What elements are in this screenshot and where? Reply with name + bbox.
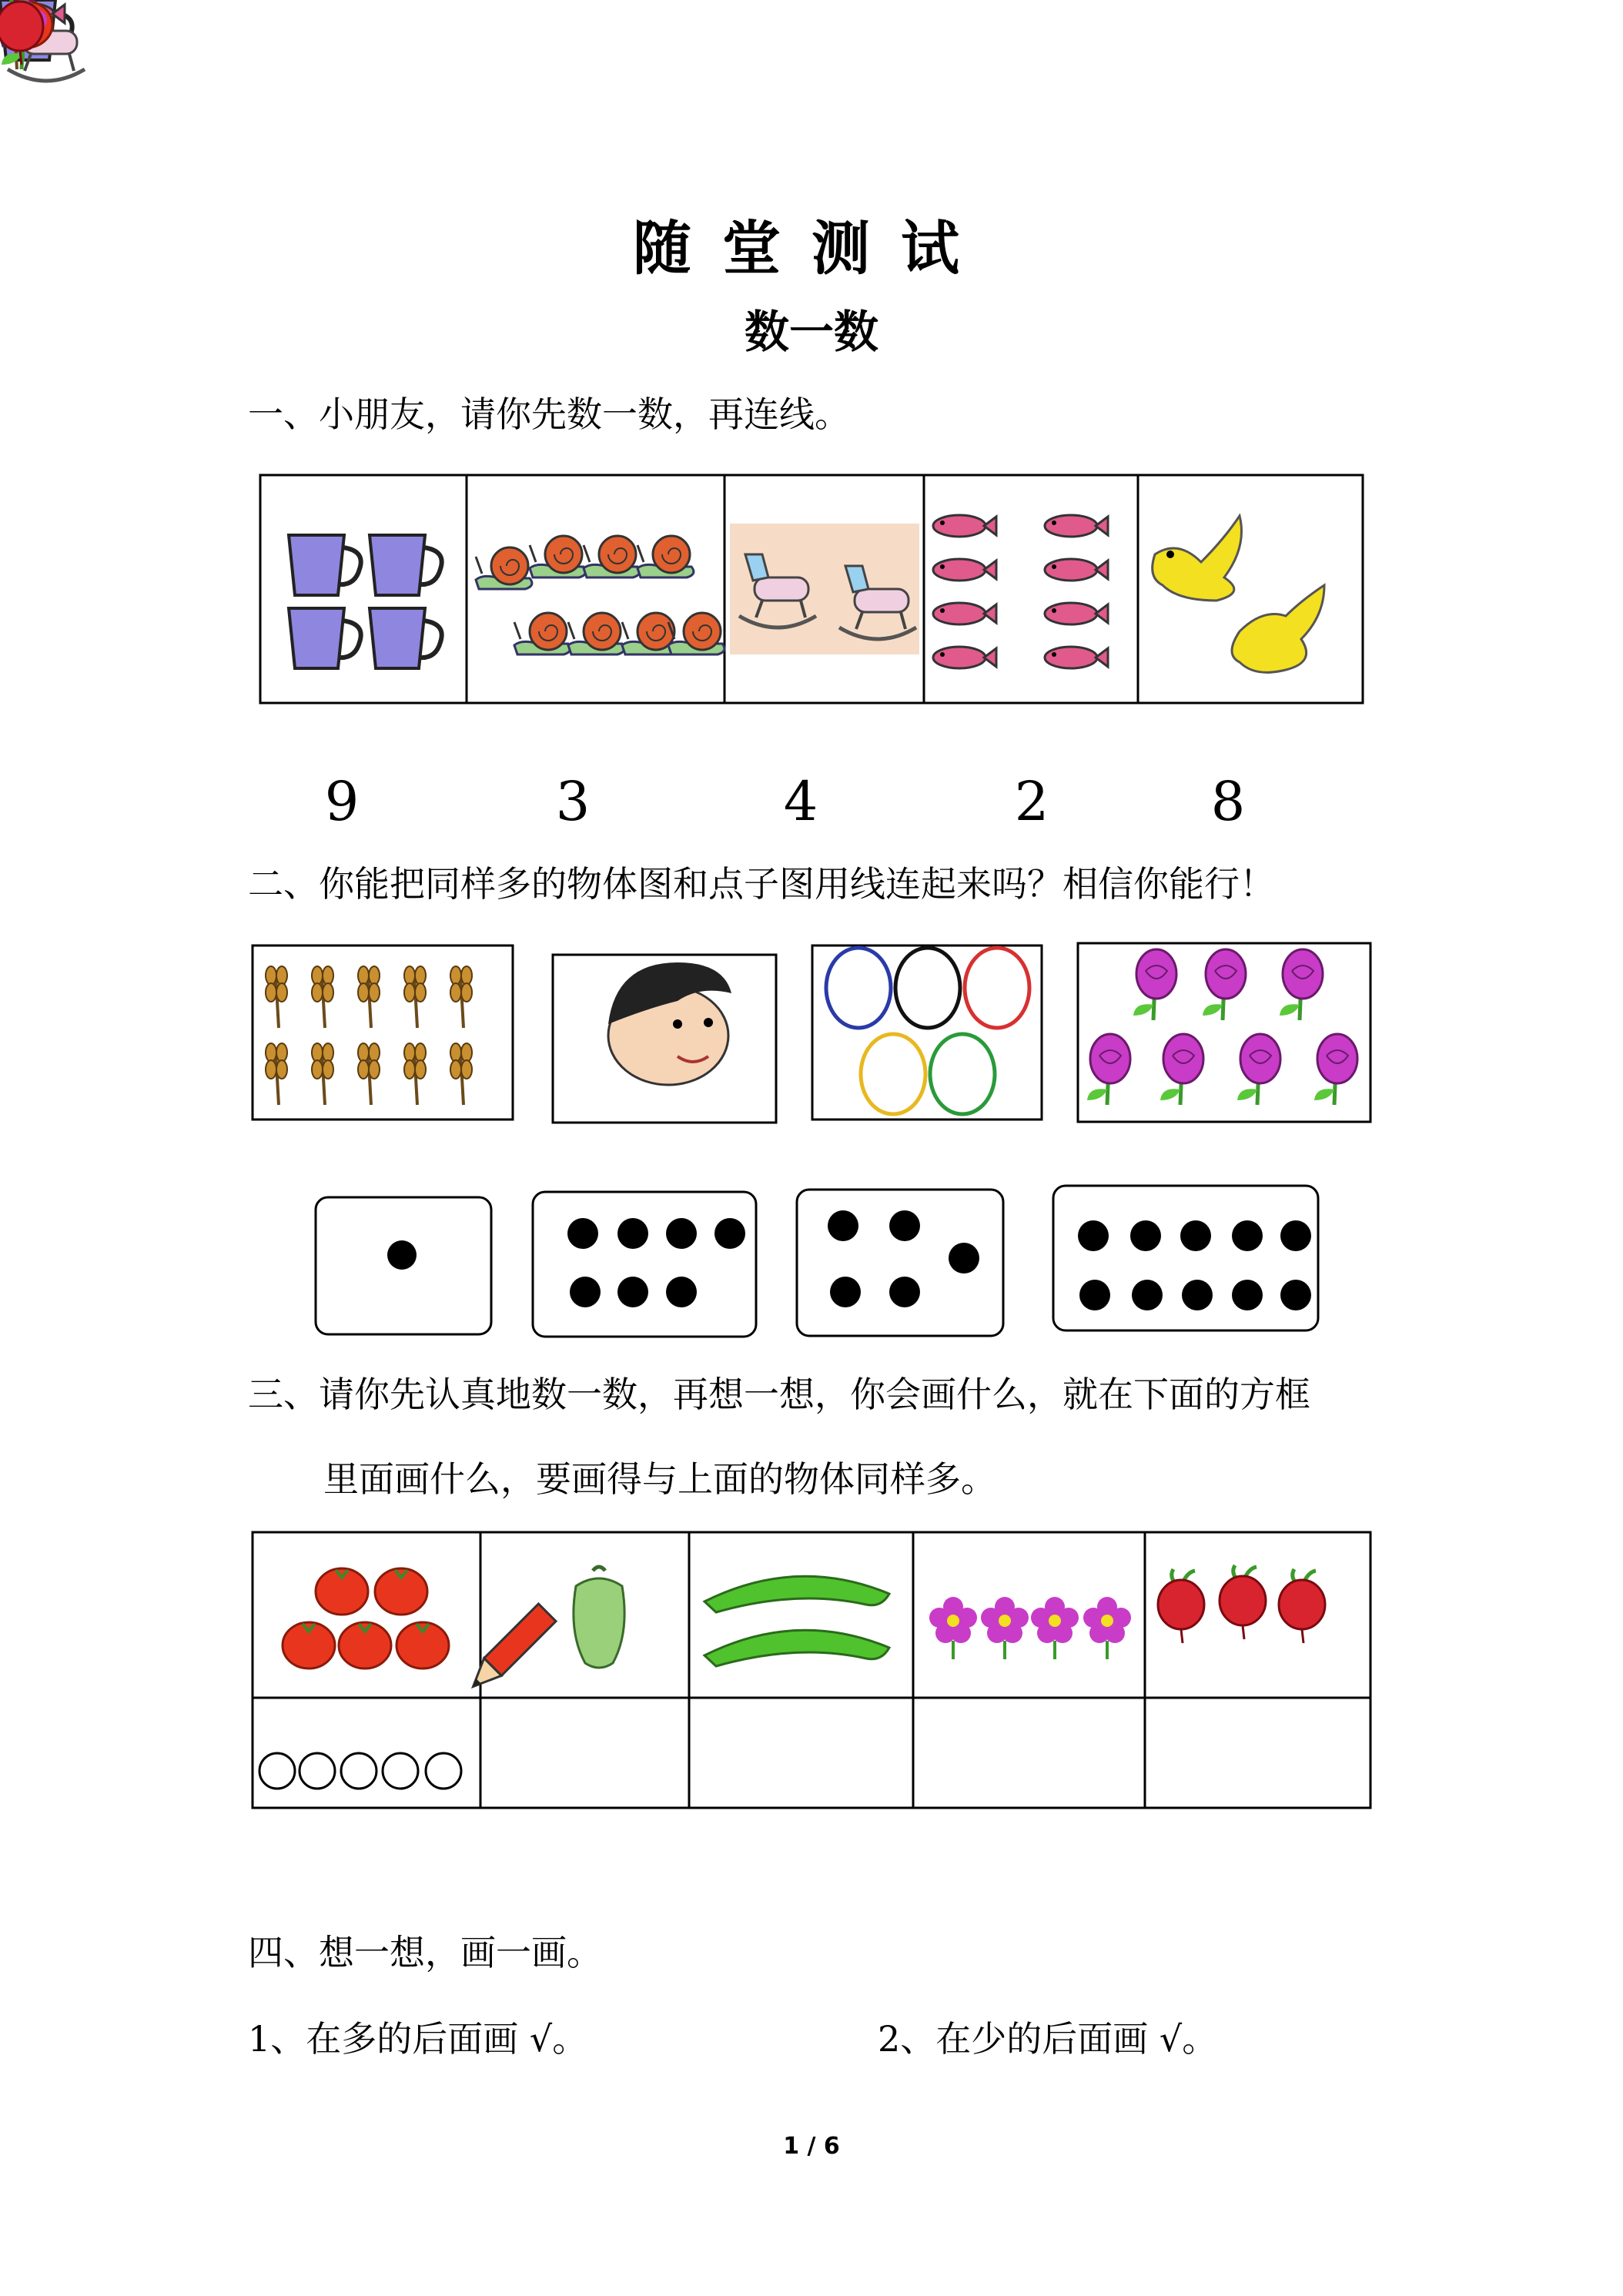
cucumber-icon [704,1576,889,1666]
page-title: 随堂测试 [633,214,990,283]
q1-number: 3 [555,770,591,833]
bird-icon [1153,516,1324,672]
q3-prompt-line2: 里面画什么，要画得与上面的物体同样多。 [323,1458,996,1500]
dot-card-10-dots [1078,1220,1311,1310]
rings-icon [826,948,1029,1114]
q3-table [253,1532,1370,1808]
dot-card-1-dots [387,1240,417,1270]
boy-face-icon [608,962,731,1085]
q4-sub1: 1、在多的后面画 √。 [248,2018,588,2060]
dot-cards [316,1186,1318,1337]
dot-card-7-dots [567,1218,745,1307]
q1-number: 4 [783,770,818,833]
q3-prompt-line1: 三、请你先认真地数一数，再想一想，你会画什么，就在下面的方框 [248,1374,1310,1415]
q4-sub2: 2、在少的后面画 √。 [878,2018,1218,2060]
q1-number: 8 [1210,770,1246,833]
rocking-horse-icon [8,8,919,654]
q2-prompt: 二、你能把同样多的物体图和点子图用线连起来吗？相信你能行！ [248,863,1275,905]
example-circles [259,1753,461,1789]
q4-prompt: 四、想一想，画一画。 [248,1932,602,1973]
dot-card-5-dots [828,1210,979,1307]
q1-number: 2 [1014,770,1049,833]
pepper-icon [574,1567,624,1668]
q1-prompt: 一、小朋友，请你先数一数，再连线。 [248,393,850,435]
cup-icon [0,0,442,668]
tomato-icon [0,2,449,1668]
pencil-icon [464,1604,556,1695]
page-number: 1 / 6 [783,2133,840,2160]
page-subtitle: 数一数 [744,306,878,358]
q1-number: 9 [324,770,360,833]
